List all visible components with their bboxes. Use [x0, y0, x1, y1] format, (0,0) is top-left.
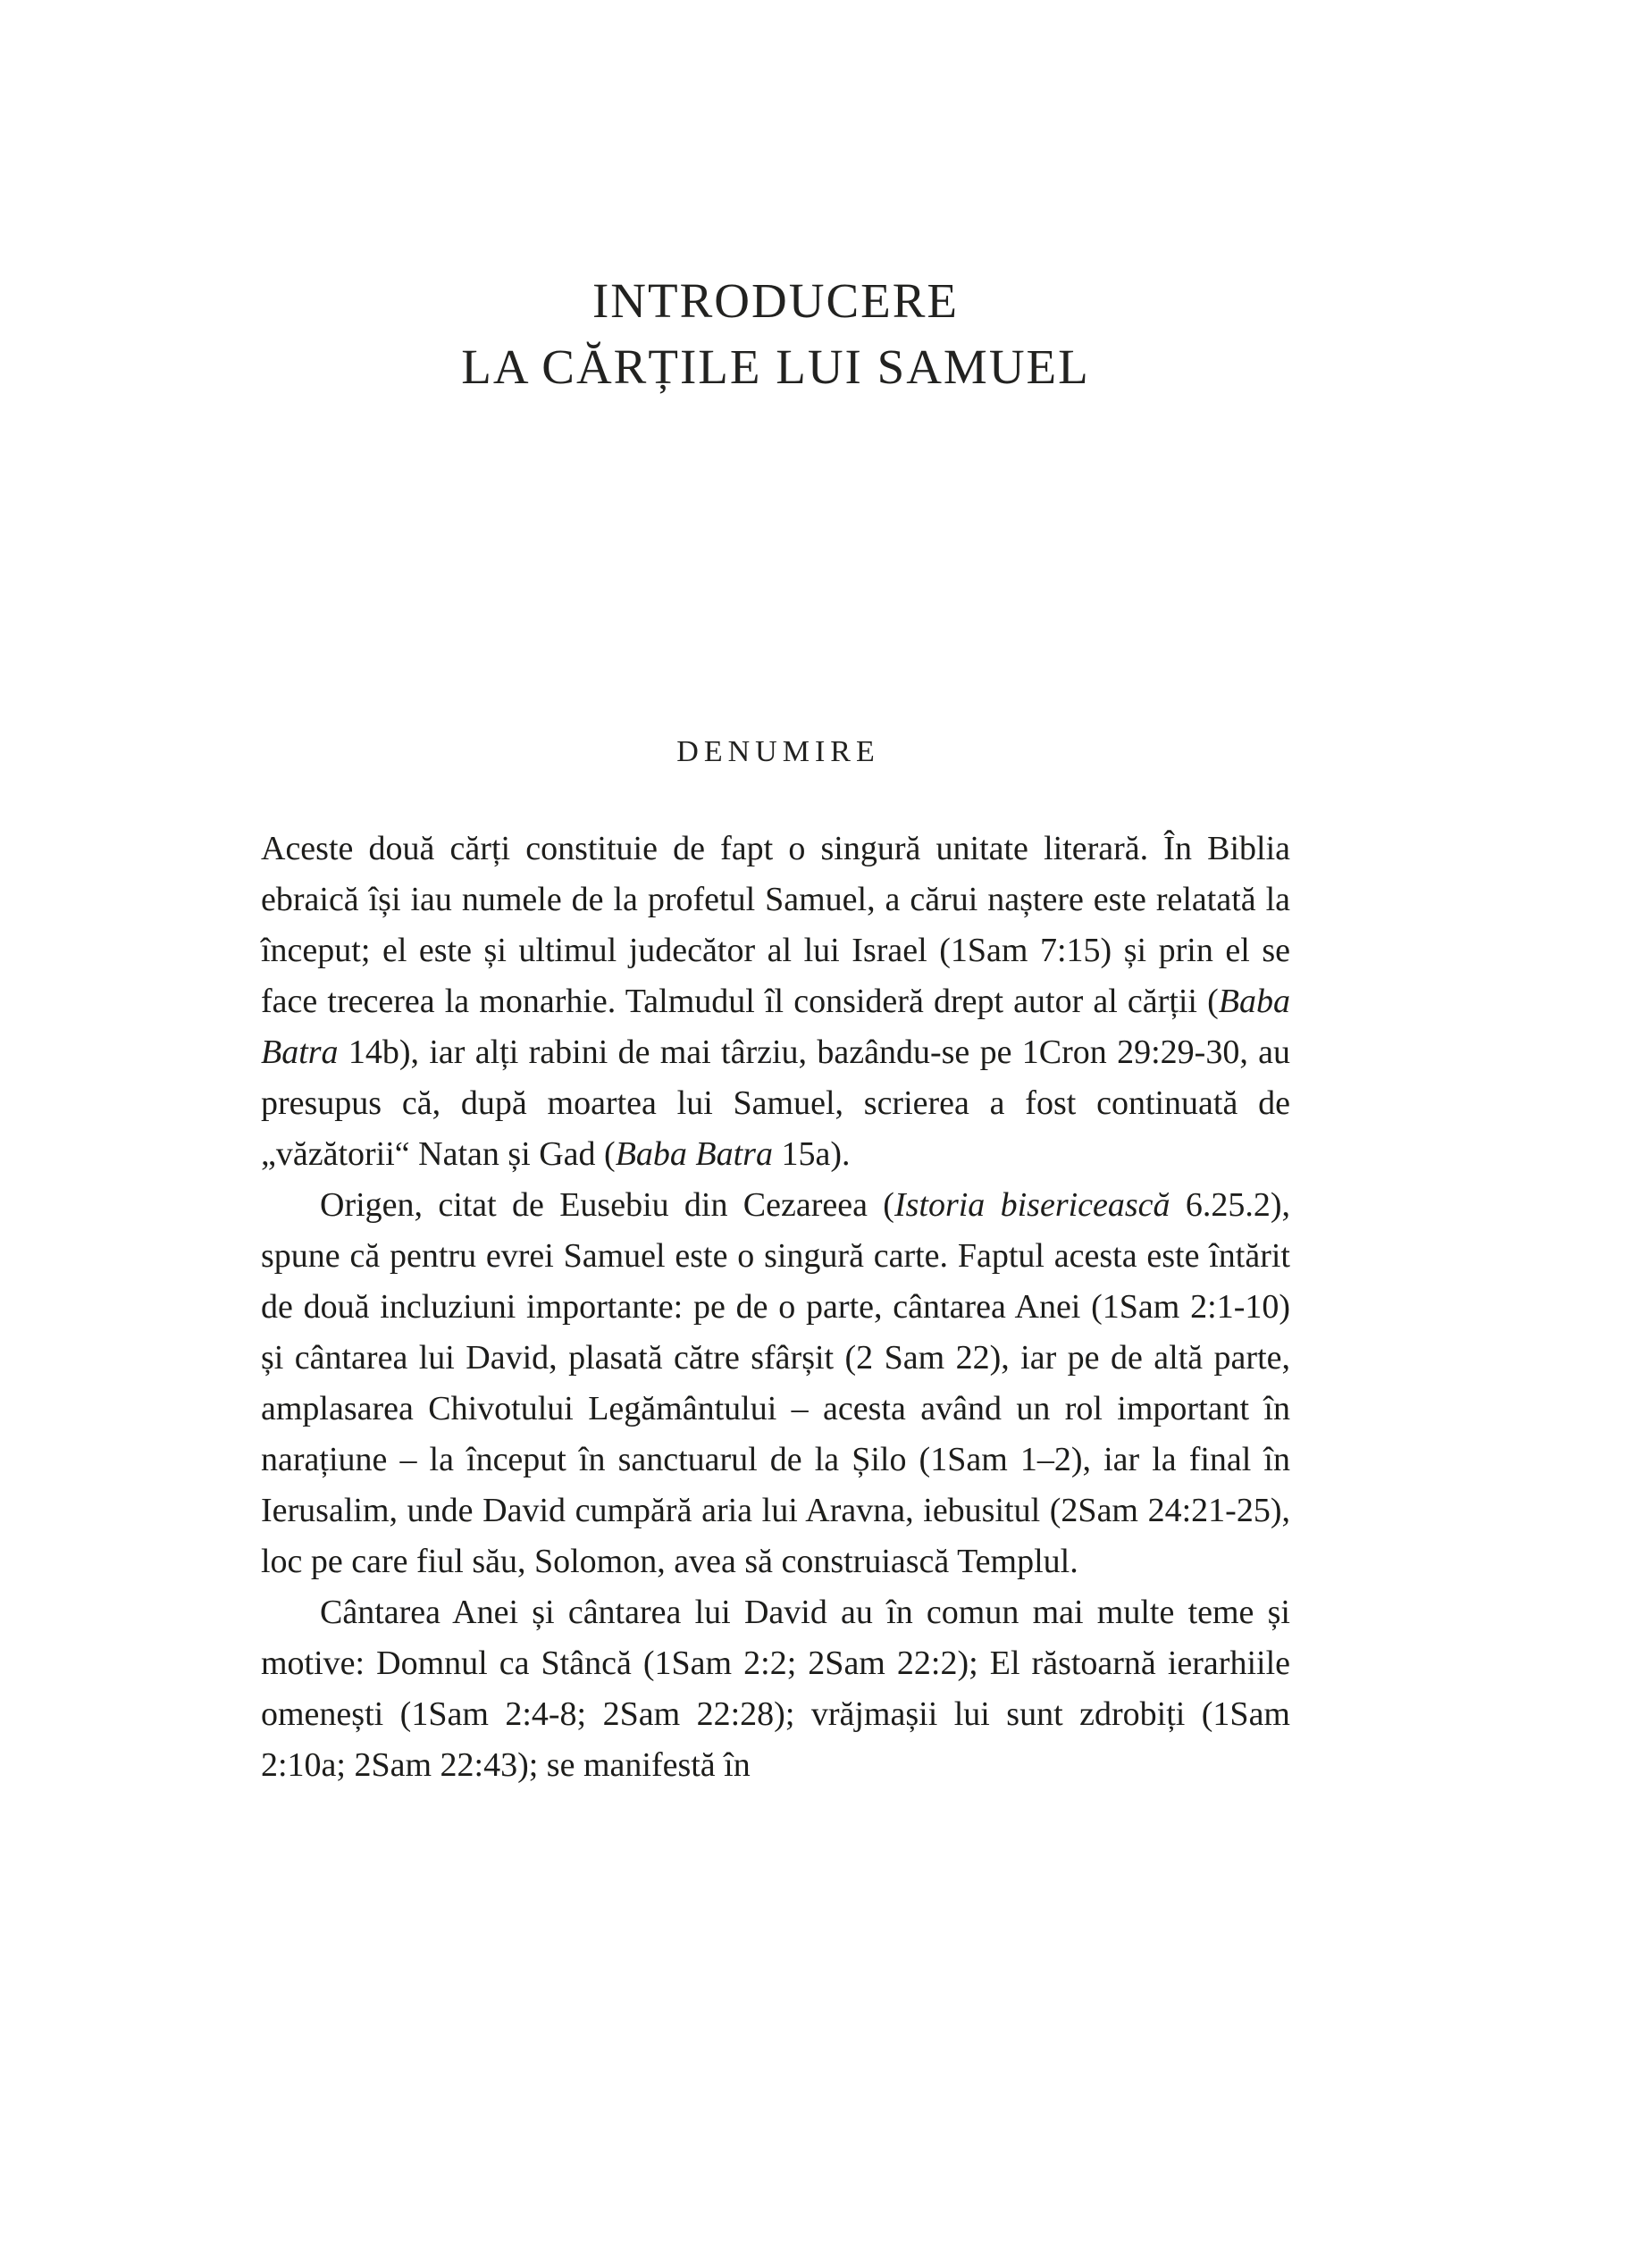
- section-heading: DENUMIRE: [676, 735, 880, 768]
- chapter-title-line-1: INTRODUCERE: [591, 273, 960, 328]
- text-segment: 6.25.2), spune că pentru evrei Samuel este o singură carte. Faptul acesta este întărit de două incluziuni importante: pe de o parte, cântarea Anei (1Sam 2:1-10) și cântarea lui David, plasată către sfârșit (2 Sam 22), iar pe de altă parte, amplasarea Chivotului Legământului – acesta având un rol important în narațiune – la început în sanctuarul de la Șilo (1Sam 1–2), iar la final în Ierusalim, unde David cumpără aria lui Aravna, iebusitul (2Sam 24:21-25), loc pe care fiul său, Solomon, avea să construiască Templul.: [261, 1186, 1291, 1580]
- body-text: [261, 824, 1290, 1791]
- paragraph-3: [261, 1587, 1290, 1791]
- chapter-title-line-2: LA CĂRȚILE LUI SAMUEL: [461, 339, 1090, 394]
- italic-text-segment: Baba Batra: [615, 1135, 773, 1173]
- text-segment: 15a).: [772, 1135, 851, 1173]
- paragraph-2: [261, 1180, 1290, 1587]
- italic-text-segment: Baba Batra: [261, 983, 1290, 1071]
- text-segment: Aceste două cărți constituie de fapt o singură unitate literară. În Biblia ebraică își iau numele de la profetul Samuel, a cărui naștere este relatată la început; el este și ultimul judecător al lui Israel (1Sam 7:15) și prin el se face trecerea la monarhie. Talmudul îl consideră drept autor al cărții (: [261, 830, 1290, 1020]
- text-segment: Cântarea Anei și cântarea lui David au în comun mai multe teme și motive: Domnul ca Stâncă (1Sam 2:2; 2Sam 22:2); El răstoarnă ierarhiile omenești (1Sam 2:4-8; 2Sam 22:28); vrăjmașii lui sunt zdrobiți (1Sam 2:10a; 2Sam 22:43); se manifestă în: [261, 1594, 1290, 1784]
- italic-text-segment: Istoria bisericească: [894, 1186, 1170, 1224]
- paragraph-1: [261, 824, 1290, 1180]
- chapter-title: [261, 268, 1290, 400]
- text-column: [261, 268, 1290, 1791]
- text-segment: 14b), iar alți rabini de mai târziu, bazându-se pe 1Cron 29:29-30, au presupus că, după moartea lui Samuel, scrierea a fost continuată de „văzătorii“ Natan și Gad (: [261, 1034, 1290, 1173]
- text-segment: Origen, citat de Eusebiu din Cezareea (: [320, 1186, 894, 1224]
